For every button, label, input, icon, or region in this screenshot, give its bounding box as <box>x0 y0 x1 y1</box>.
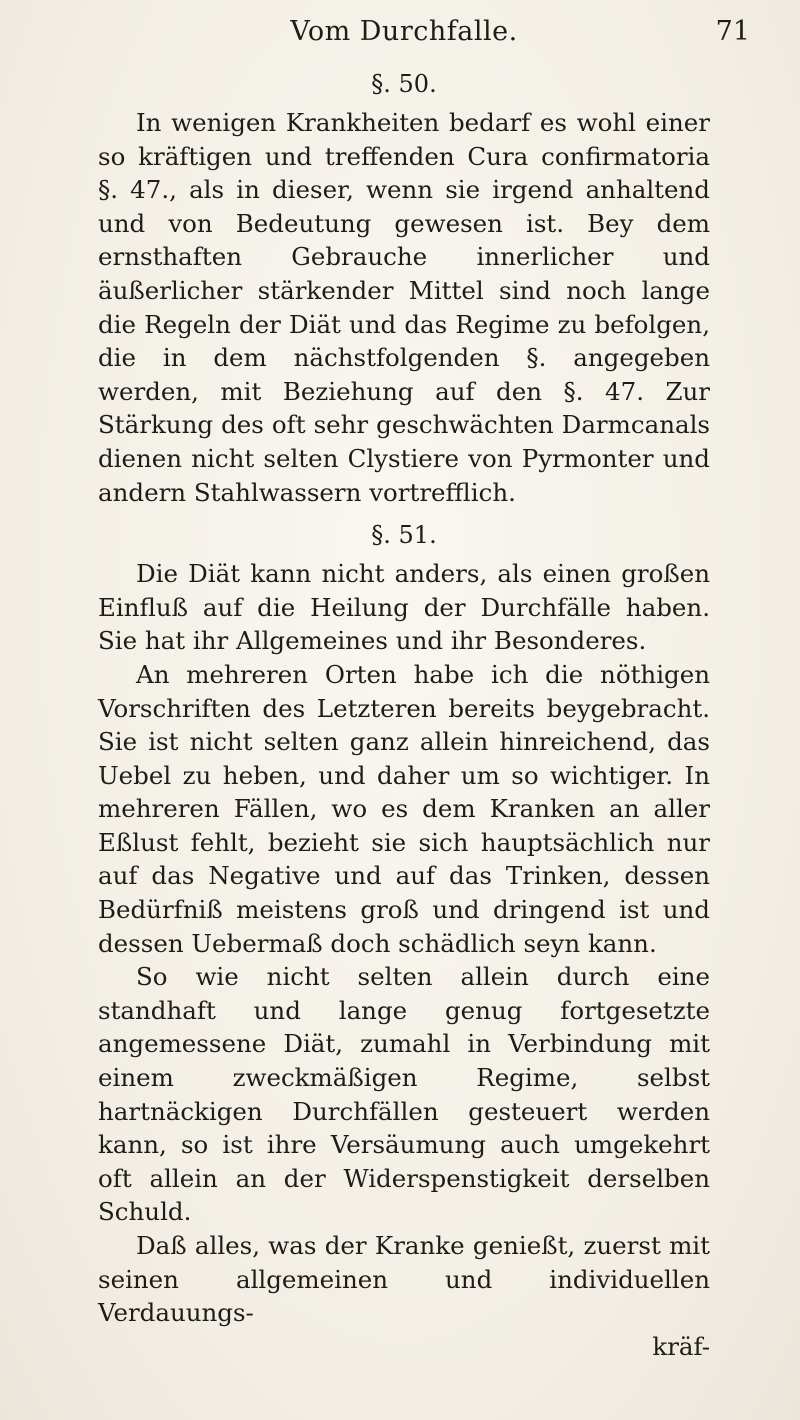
paragraph-diet-regime: So wie nicht selten allein durch eine standhaft und lange genug fortgesetzte angemessene Diät, zumahl in Verbindung mit einem zweckmäßigen Regime, selbst hartnäckigen Durchfällen gesteuert werden kann, so ist ihre Versäumung auch umgekehrt oft allein an der Widerspenstigkeit derselben Schuld. <box>98 962 710 1227</box>
section-mark-50: §. 50. <box>371 70 437 98</box>
paragraph-diet-rules: An mehreren Orten habe ich die nöthigen Vorschriften des Letzteren bereits beygebracht. Sie ist nicht selten ganz allein hinreichend, das Uebel zu heben, und daher um so wichtiger. In mehreren Fällen, wo es dem Kranken an aller Eßlust fehlt, bezieht sie sich hauptsächlich nur auf das Negative und auf das Trinken, dessen Bedürfniß meistens groß und dringend ist und dessen Uebermaß doch schädlich seyn kann. <box>98 659 710 958</box>
paragraph-diet-digestion: Daß alles, was der Kranke genießt, zuerst mit seinen allgemeinen und individuellen Verdauungs- <box>98 1231 710 1328</box>
page-header <box>98 10 750 58</box>
paragraph-diet-intro: Die Diät kann nicht anders, als einen großen Einfluß auf die Heilung der Durchfälle haben. Sie hat ihr Allgemeines und ihr Besonderes. <box>98 559 710 656</box>
catchword: kräf- <box>652 1331 710 1361</box>
section-mark-51: §. 51. <box>371 521 437 550</box>
page-number: 71 <box>715 16 750 47</box>
paragraph-section-50: In wenigen Krankheiten bedarf es wohl einer so kräftigen und treffenden Cura confirmatoria §. 47., als in dieser, wenn sie irgend anhaltend und von Bedeutung gewesen ist. Bey dem ernsthaften Gebrauche innerlicher und äußerlicher stärkender Mittel sind noch lange die Regeln der Diät und das Regime zu befolgen, die in dem nächstfolgenden §. angegeben werden, mit Beziehung auf den §. 47. Zur Stärkung des oft sehr geschwächten Darmcanals dienen nicht selten Clystiere von Pyrmonter und andern Stahlwassern vortrefflich. <box>98 108 710 507</box>
running-title: Vom Durchfalle. <box>290 16 518 47</box>
